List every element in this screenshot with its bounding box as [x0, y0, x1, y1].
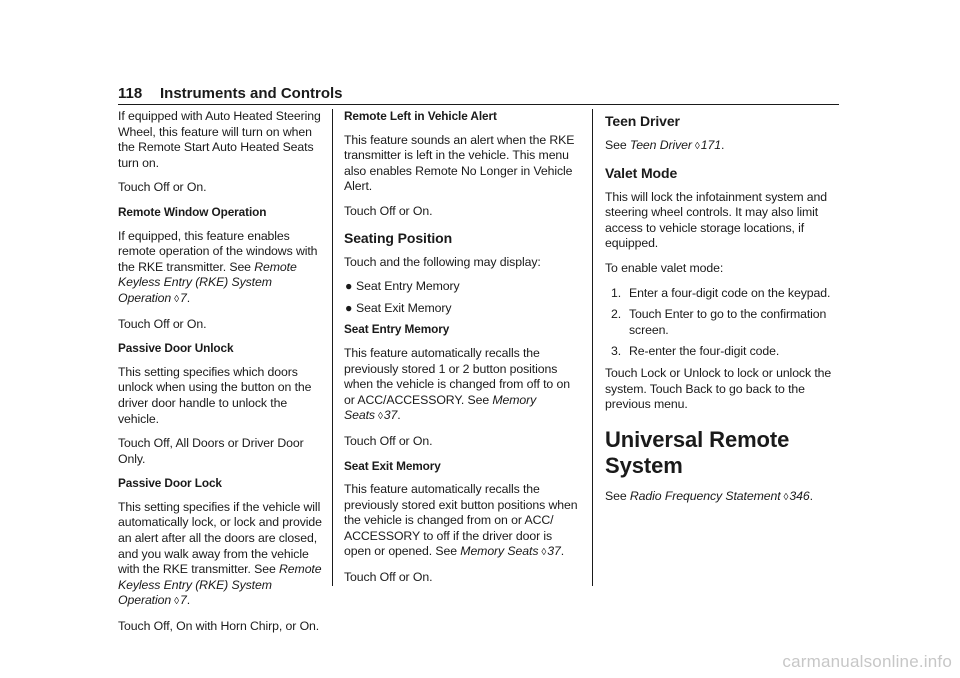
step-number: 1.: [611, 285, 622, 300]
paragraph: See Radio Frequency Statement ◊346.: [605, 488, 813, 503]
paragraph: Touch Off or On.: [118, 316, 207, 331]
list-item: 2. Touch Enter to go to the confirmation screen.: [611, 307, 827, 337]
page-reference-icon: ◊: [377, 411, 383, 423]
paragraph: If equipped with Auto Heated Steering Wheel, this feature will turn on when the Remote Start Auto Heated Seats turn on.: [118, 109, 321, 170]
paragraph: This feature sounds an alert when the RKE transmitter is left in the vehicle. This menu also enables Remote No Longer in Vehicle Alert.: [344, 132, 575, 194]
subheading-remote-left-alert: Remote Left in Vehicle Alert: [344, 109, 497, 123]
paragraph: Touch Off, All Doors or Driver Door Only.: [118, 436, 304, 466]
step-number: 3.: [611, 344, 622, 359]
subheading-passive-door-unlock: Passive Door Unlock: [118, 341, 234, 356]
page-reference[interactable]: 7: [179, 290, 187, 305]
paragraph: This setting specifies if the vehicle will automatically lock, or lock and provide an alert after all the doors are closed, and you walk away from the vehicle with the RKE transmitter. See Remote Keyless Entry (RKE) System Operation ◊7.: [118, 499, 322, 608]
page-reference[interactable]: 37: [383, 408, 398, 423]
cross-reference-link[interactable]: Remote Keyless Entry (RKE) System Operation: [118, 259, 297, 305]
paragraph: This will lock the infotainment system and steering wheel controls. It may also limit access to vehicle storage locations, if equipped.: [605, 189, 828, 251]
page-reference[interactable]: 171: [700, 138, 721, 152]
paragraph: Touch Off, On with Horn Chirp, or On.: [118, 619, 320, 634]
paragraph: If equipped, this feature enables remote operation of the windows with the RKE transmitter. See Remote Keyless Entry (RKE) System Operation ◊7.: [118, 228, 318, 305]
cross-reference-link[interactable]: Remote Keyless Entry (RKE) System Operation: [118, 562, 322, 608]
page-reference-icon: ◊: [174, 293, 179, 305]
page-number: 118: [118, 85, 143, 102]
subheading-seat-exit-memory: Seat Exit Memory: [344, 458, 441, 473]
paragraph: Touch Off or On.: [344, 570, 433, 585]
column-divider: [592, 109, 593, 586]
page-reference-icon: ◊: [541, 547, 547, 559]
paragraph: Touch and the following may display:: [344, 254, 541, 269]
heading-teen-driver: Teen Driver: [605, 113, 680, 129]
paragraph: Touch Off or On.: [344, 203, 433, 218]
paragraph: This feature automatically recalls the previously stored exit button positions when the vehicle is changed from on or ACC/ ACCESSORY to off if the driver door is open or opened. See Memory Seats ◊37.: [344, 482, 578, 559]
page-reference-icon: ◊: [783, 491, 789, 503]
paragraph: Touch Off or On.: [344, 433, 433, 448]
step-number: 2.: [611, 307, 622, 322]
column-divider: [332, 109, 333, 586]
paragraph: See Teen Driver ◊171.: [605, 138, 725, 152]
paragraph: This feature automatically recalls the previously stored 1 or 2 button positions when the vehicle is changed from off to on or ACC/ACCESSORY. See Memory Seats ◊37.: [344, 345, 570, 423]
page-reference[interactable]: 37: [547, 544, 561, 559]
heading-valet-mode: Valet Mode: [605, 164, 678, 181]
cross-reference-link[interactable]: Memory Seats: [344, 392, 537, 423]
paragraph: This setting specifies which doors unlock when using the button on the driver door handle to unlock the vehicle.: [118, 364, 312, 426]
page-reference-icon: ◊: [174, 596, 179, 608]
heading-seating-position: Seating Position: [344, 229, 453, 246]
bullet-icon: ●: [345, 279, 353, 294]
cross-reference-link[interactable]: Teen Driver: [629, 138, 692, 152]
subheading-passive-door-lock: Passive Door Lock: [118, 476, 222, 491]
bullet-icon: ●: [345, 300, 353, 315]
list-item: ● Seat Exit Memory: [345, 300, 452, 315]
paragraph: Touch Off or On.: [118, 180, 207, 195]
list-item: 1. Enter a four-digit code on the keypad.: [611, 285, 831, 300]
list-item: ● Seat Entry Memory: [345, 279, 460, 294]
heading-universal-remote-system: Universal Remote System: [605, 426, 790, 478]
section-title: Instruments and Controls: [160, 85, 343, 102]
page-reference[interactable]: 346: [789, 488, 810, 503]
column-middle: [344, 109, 579, 595]
page-reference[interactable]: 7: [179, 593, 187, 608]
page-reference-icon: ◊: [694, 141, 700, 152]
subheading-seat-entry-memory: Seat Entry Memory: [344, 322, 450, 337]
paragraph: Touch Lock or Unlock to lock or unlock the system. Touch Back to go back to the previous menu.: [605, 365, 832, 412]
watermark: carmanualsonline.info: [782, 652, 952, 671]
paragraph: To enable valet mode:: [605, 260, 724, 275]
column-right: [605, 109, 840, 514]
cross-reference-link[interactable]: Radio Frequency Statement: [629, 488, 781, 503]
subheading-remote-window: Remote Window Operation: [118, 204, 267, 219]
list-item: 3. Re-enter the four-digit code.: [611, 344, 780, 359]
column-left: [118, 109, 323, 644]
cross-reference-link[interactable]: Memory Seats: [460, 544, 539, 559]
page-header: [118, 84, 839, 105]
